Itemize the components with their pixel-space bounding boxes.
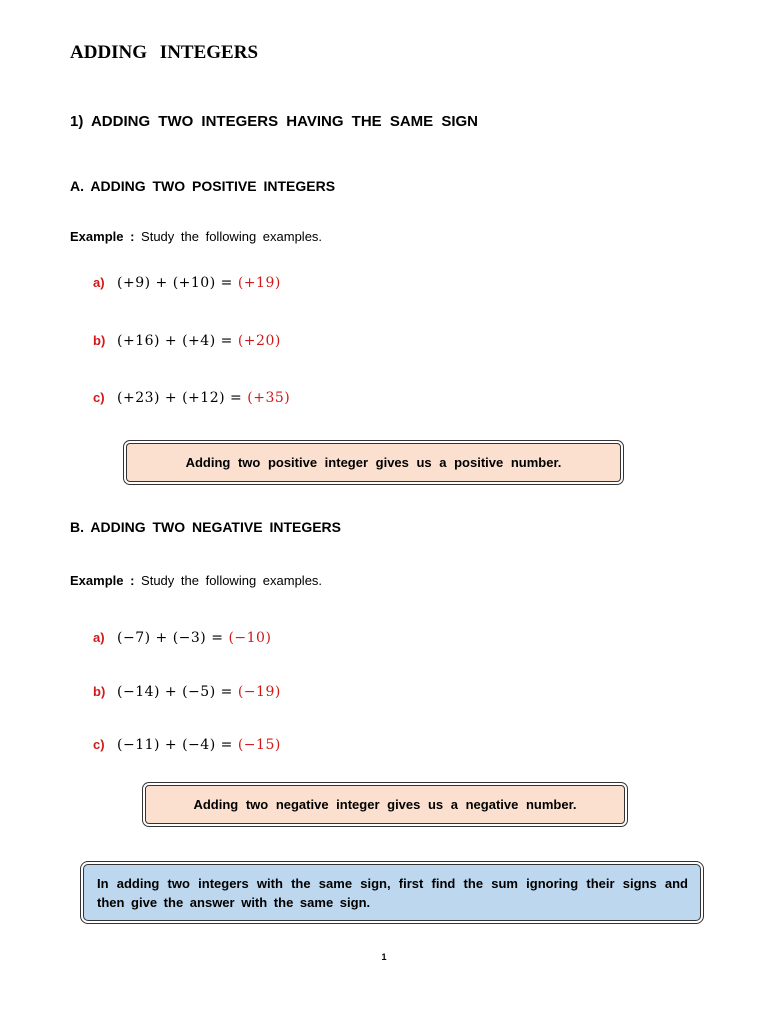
equation-letter: a) bbox=[93, 275, 105, 290]
equation-letter: c) bbox=[93, 390, 105, 405]
equation-letter: b) bbox=[93, 684, 106, 699]
equation-row bbox=[93, 737, 281, 753]
equation-expression: (+9) + (+10) = bbox=[117, 275, 233, 291]
equation-row bbox=[93, 684, 281, 700]
part-b-example-line bbox=[70, 573, 322, 588]
equation-result: (+19) bbox=[237, 275, 281, 291]
equation-letter: c) bbox=[93, 737, 105, 752]
summary-text: In adding two integers with the same sign, first find the sum ignoring their signs and then give the answer with the same sign. bbox=[97, 876, 688, 910]
part-a-example-line bbox=[70, 229, 322, 244]
equation-row bbox=[93, 275, 281, 291]
example-label: Example : bbox=[70, 573, 135, 588]
equation-result: (−19) bbox=[237, 684, 281, 700]
equation-expression: (−11) + (−4) = bbox=[117, 737, 233, 753]
example-label: Example : bbox=[70, 229, 135, 244]
section-heading: 1) ADDING TWO INTEGERS HAVING THE SAME SIGN bbox=[70, 113, 479, 130]
positive-rule-text: Adding two positive integer gives us a positive number. bbox=[185, 455, 562, 470]
summary-box bbox=[83, 864, 701, 921]
equation-row bbox=[93, 333, 281, 349]
negative-rule-box bbox=[145, 785, 625, 824]
equation-result: (+35) bbox=[247, 390, 291, 406]
equation-result: (−15) bbox=[237, 737, 281, 753]
part-a-heading: A. ADDING TWO POSITIVE INTEGERS bbox=[70, 178, 336, 194]
equation-letter: b) bbox=[93, 333, 106, 348]
page-title: ADDING INTEGERS bbox=[70, 42, 259, 63]
page-number: 1 bbox=[381, 952, 387, 962]
equation-expression: (+23) + (+12) = bbox=[117, 390, 243, 406]
equation-result: (+20) bbox=[237, 333, 281, 349]
negative-rule-text: Adding two negative integer gives us a negative number. bbox=[193, 797, 577, 812]
example-text: Study the following examples. bbox=[141, 229, 323, 244]
equation-result: (−10) bbox=[228, 630, 272, 646]
equation-expression: (+16) + (+4) = bbox=[117, 333, 233, 349]
equation-row bbox=[93, 630, 271, 646]
equation-expression: (−14) + (−5) = bbox=[117, 684, 233, 700]
equation-expression: (−7) + (−3) = bbox=[117, 630, 224, 646]
equation-letter: a) bbox=[93, 630, 105, 645]
equation-row bbox=[93, 390, 290, 406]
part-b-heading: B. ADDING TWO NEGATIVE INTEGERS bbox=[70, 519, 342, 535]
example-text: Study the following examples. bbox=[141, 573, 323, 588]
positive-rule-box bbox=[126, 443, 621, 482]
